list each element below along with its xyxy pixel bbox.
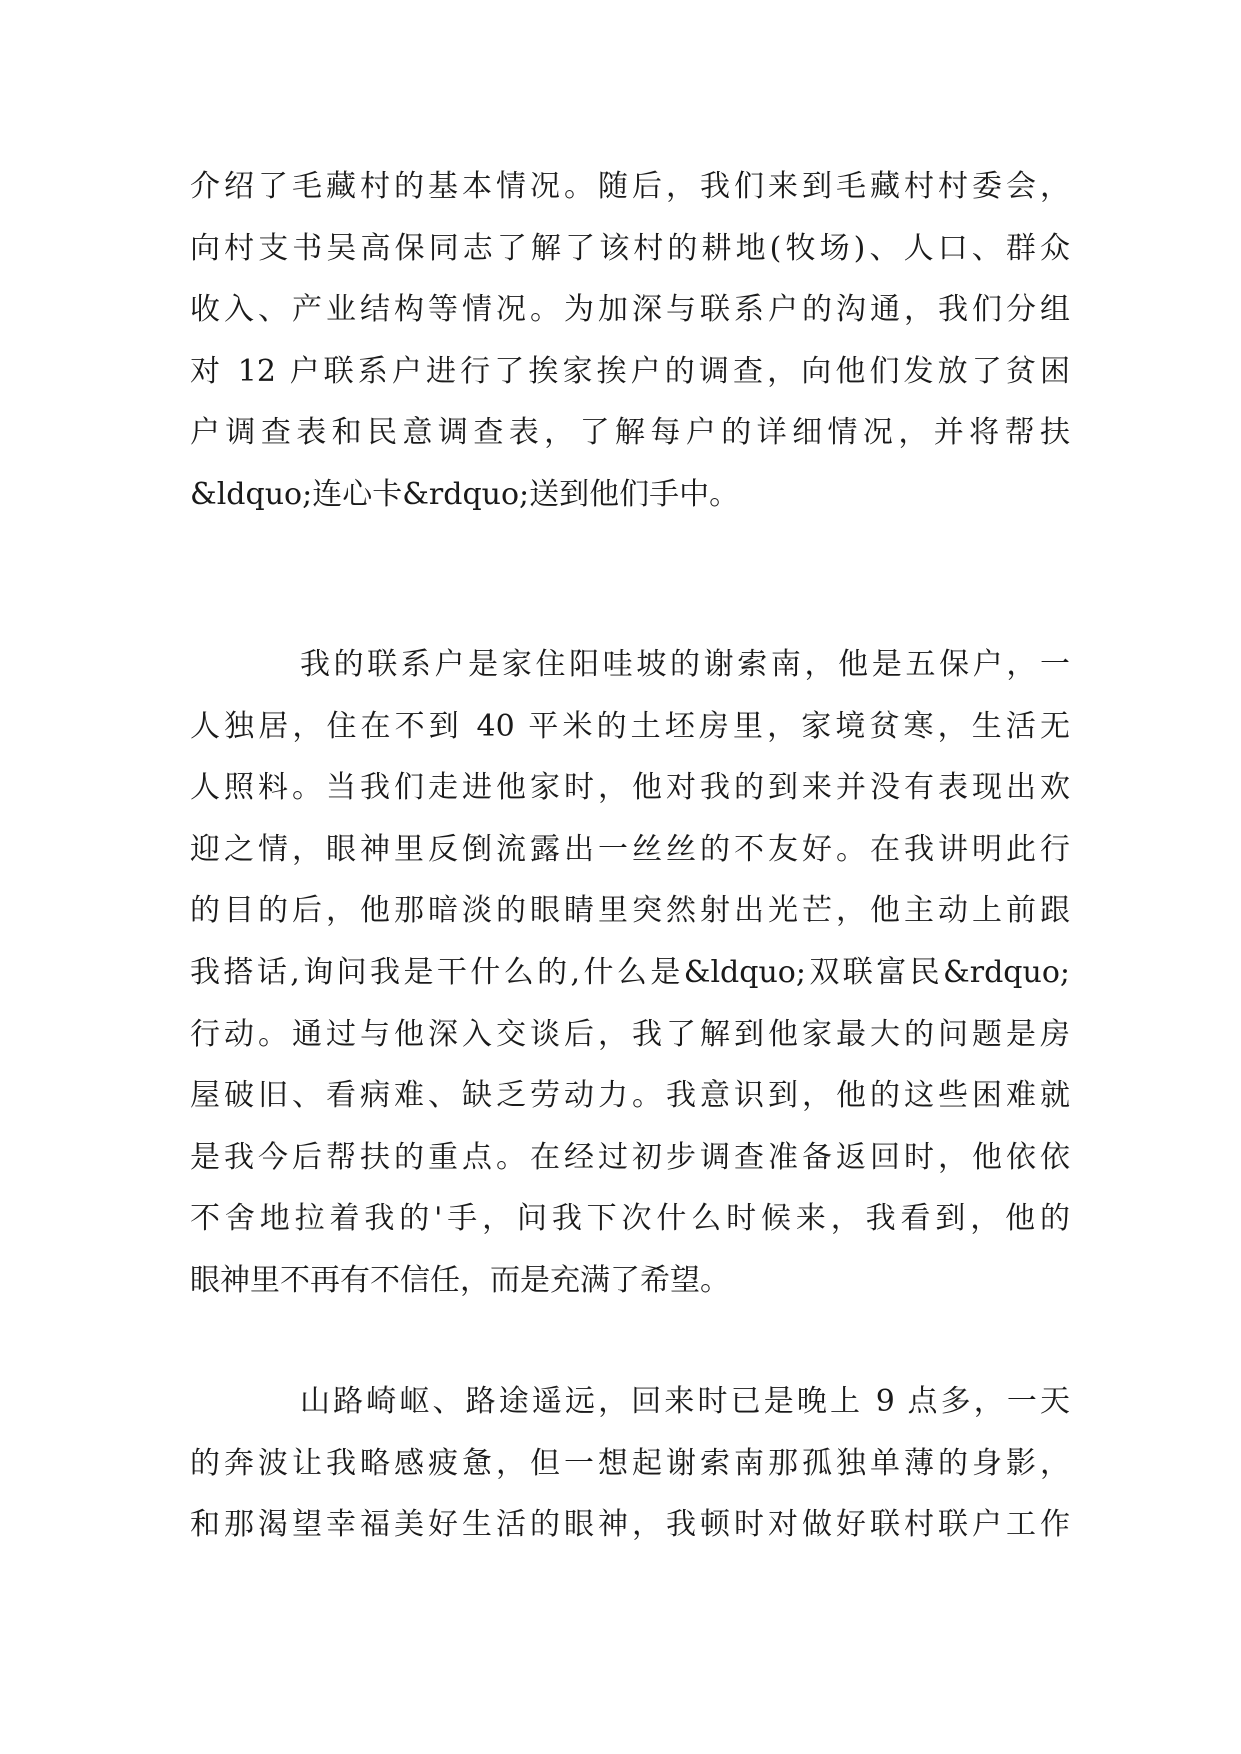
text-line: 对 12 户联系户进行了挨家挨户的调查，向他们发放了贫困: [190, 353, 1070, 389]
text-line: 人照料。当我们走进他家时，他对我的到来并没有表现出欢: [190, 770, 1070, 806]
text-line: 眼神里不再有不信任，而是充满了希望。: [190, 1262, 730, 1298]
paragraph-3: [190, 1371, 1070, 1556]
text-line: 不舍地拉着我的'手，问我下次什么时候来，我看到，他的: [190, 1201, 1070, 1237]
text-line: 的奔波让我略感疲惫，但一想起谢索南那孤独单薄的身影，: [190, 1445, 1070, 1481]
text-line: 是我今后帮扶的重点。在经过初步调查准备返回时，他依依: [190, 1139, 1070, 1175]
text-line: 屋破旧、看病难、缺乏劳动力。我意识到，他的这些困难就: [190, 1078, 1070, 1114]
text-line: 我搭话,询问我是干什么的,什么是&ldquo;双联富民&rdquo;: [190, 954, 1070, 990]
text-line: 我的联系户是家住阳哇坡的谢索南，他是五保户，一: [300, 647, 1070, 682]
paragraph-1: [190, 156, 1070, 526]
text-line: 向村支书吴高保同志了解了该村的耕地(牧场)、人口、群众: [190, 230, 1070, 266]
text-line: 迎之情，眼神里反倒流露出一丝丝的不友好。在我讲明此行: [190, 831, 1070, 867]
text-line: 行动。通过与他深入交谈后，我了解到他家最大的问题是房: [190, 1016, 1070, 1052]
text-line: 人独居，住在不到 40 平米的土坯房里，家境贫寒，生活无: [190, 708, 1070, 744]
text-line: &ldquo;连心卡&rdquo;送到他们手中。: [190, 476, 740, 512]
text-line: 户调查表和民意调查表，了解每户的详细情况，并将帮扶: [190, 415, 1070, 451]
text-line: 的目的后，他那暗淡的眼睛里突然射出光芒，他主动上前跟: [190, 893, 1070, 929]
paragraph-2: [190, 634, 1070, 1312]
text-line: 介绍了毛藏村的基本情况。随后，我们来到毛藏村村委会，: [190, 169, 1070, 204]
text-line: 收入、产业结构等情况。为加深与联系户的沟通，我们分组: [190, 292, 1070, 328]
text-line: 和那渴望幸福美好生活的眼神，我顿时对做好联村联户工作: [190, 1507, 1070, 1543]
text-line: 山路崎岖、路途遥远，回来时已是晚上 9 点多，一天: [300, 1384, 1070, 1419]
